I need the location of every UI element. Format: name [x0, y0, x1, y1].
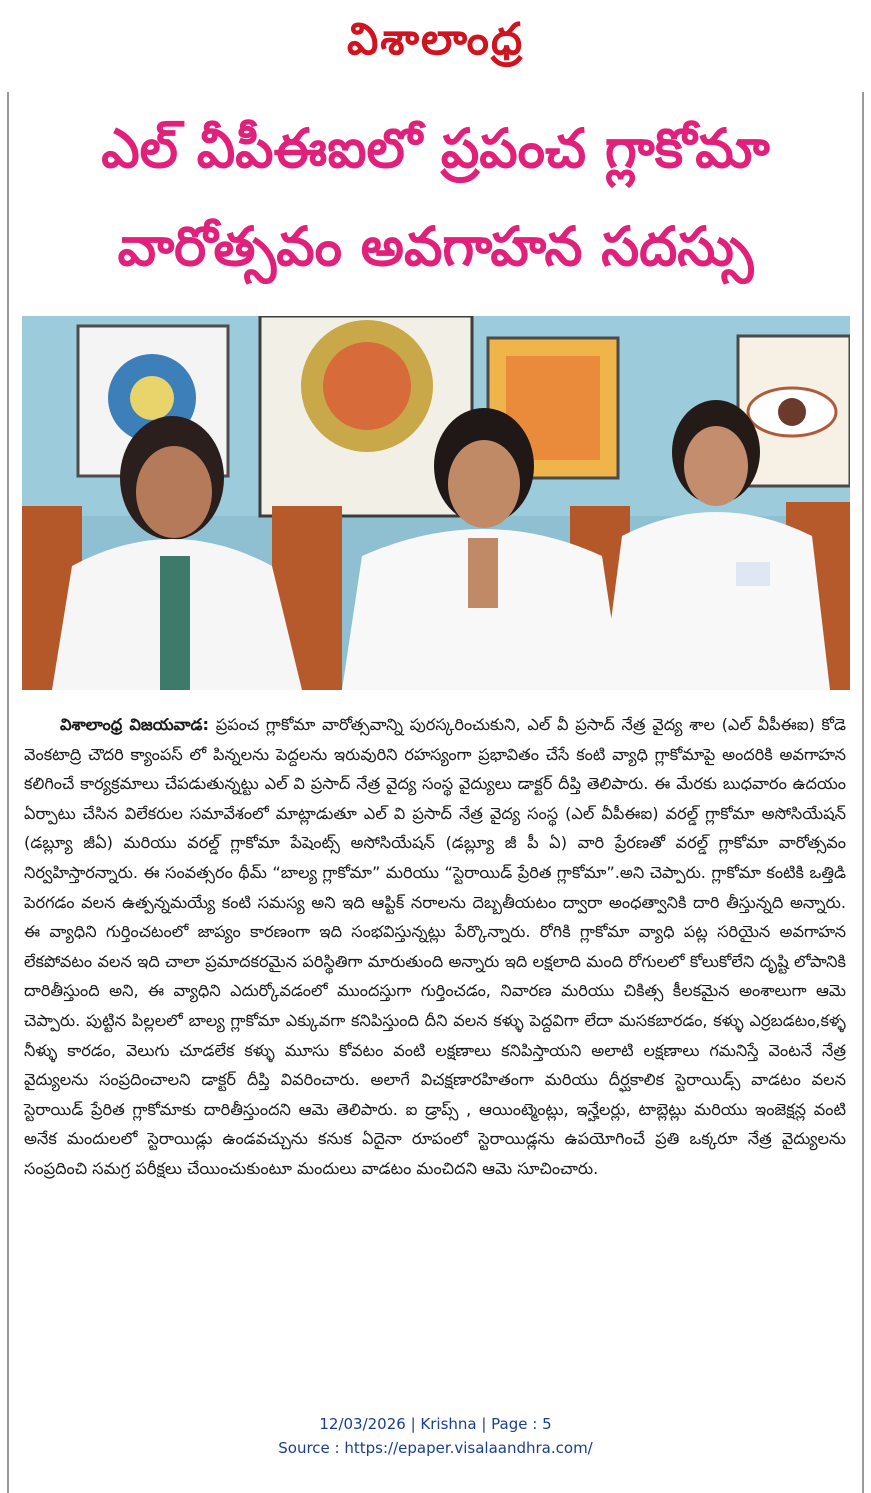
article-body — [24, 710, 846, 1184]
footer-source-link[interactable]: Source : https://epaper.visalaandhra.com/ — [278, 1439, 593, 1457]
footer-edition-info: 12/03/2026 | Krishna | Page : 5 — [319, 1415, 552, 1433]
page-footer — [0, 1412, 871, 1460]
article-photo — [22, 316, 850, 690]
masthead — [0, 0, 871, 80]
headline-line-1: ఎల్ వీపీఈఐలో ప్రపంచ గ్లాకోమా — [101, 117, 770, 180]
newspaper-logo: విశాలాంధ్ర — [346, 14, 525, 65]
article-headline — [20, 100, 851, 296]
article-dateline: విశాలాంధ్ర విజయవాడ: — [60, 715, 209, 734]
headline-line-2: వారోత్సవం అవగాహన సదస్సు — [117, 215, 754, 278]
article-body-text: ప్రపంచ గ్లాకోమా వారోత్సవాన్ని పురస్కరించుకుని, ఎల్ వీ ప్రసాద్ నేత్ర వైద్య శాల (ఎల్ వీపీఈఐ) కోడె వెంకటాద్రి చౌదరి క్యాంపస్ లో పిన్నలను పెద్దలను ఇరువురిని రహస్యంగా ప్రభావితం చేసే కంటి వ్యాధి గ్లాకోమాపై అందరికి అవగాహన కలిగించే కార్యక్రమాలు చేపడుతున్నట్టు ఎల్ వి ప్రసాద్ నేత్ర వైద్య సంస్థ వైద్యులు డాక్టర్ దీప్తి తెలిపారు. ఈ మేరకు బుధవారం ఉదయం ఏర్పాటు చేసిన విలేకరుల సమావేశంలో మాట్లాడుతూ ఎల్ వి ప్రసాద్ నేత్ర వైద్య సంస్థ (ఎల్ వీపీఈఐ) వరల్డ్ గ్లాకోమా అసోసియేషన్ (డబ్ల్యూ జీఏ) మరియు వరల్డ్ గ్లాకోమా పేషెంట్స్ అసోసియేషన్ (డబ్ల్యూ జీ పీ ఏ) వారి ప్రేరణతో వరల్డ్ గ్లాకోమా వారోత్సవం నిర్వహిస్తారన్నారు. ఈ సంవత్సరం థీమ్ “బాల్య గ్లాకోమా” మరియు “స్టెరాయిడ్ ప్రేరిత గ్లాకోమా”.అని చెప్పారు. గ్లాకోమా కంటికి ఒత్తిడి పెరగడం వలన ఉత్పన్నమయ్యే కంటి సమస్య అని ఇది ఆప్టిక్ నరాలను దెబ్బతీయటం ద్వారా అంధత్వానికి దారి తీస్తున్నది అన్నారు. ఈ వ్యాధిని గుర్తించటంలో జాప్యం కారణంగా ఇది సంభవిస్తున్నట్లు పేర్కొన్నారు. రోగికి గ్లాకోమా వ్యాధి పట్ల సరియైన అవగాహన లేకపోవటం వలన ఇది చాలా ప్రమాదకరమైన పరిస్థితిగా మారుతుంది అన్నారు ఇది లక్షలాది మంది రోగులలో కోలుకోలేని దృష్టి లోపానికి దారితీస్తుంది అని, ఈ వ్యాధిని ఎదుర్కోవడంలో ముందస్తుగా గుర్తించడం, నివారణ మరియు చికిత్స కీలకమైన అంశాలుగా ఆమె చెప్పారు. పుట్టిన పిల్లలలో బాల్య గ్లాకోమా ఎక్కువగా కనిపిస్తుంది దీని వలన కళ్ళు పెద్దవిగా లేదా మసకబారడం, కళ్ళు ఎర్రబడటం,కళ్ళ నీళ్ళు కారడం, వెలుగు చూడలేక కళ్ళు మూసు కోవటం వంటి లక్షణాలు కనిపిస్తాయని అలాటి లక్షణాలు గమనిస్తే వెంటనే నేత్ర వైద్యులను సంప్రదించాలని డాక్టర్ దీప్తి వివరించారు. అలాగే విచక్షణారహితంగా మరియు దీర్ఘకాలిక స్టెరాయిడ్స్ వాడటం వలన స్టెరాయిడ్ ప్రేరిత గ్లాకోమాకు దారితీస్తుందని ఆమె తెలిపారు. ఐ డ్రాప్స్ , ఆయింట్మెంట్లు, ఇన్హేలర్లు, టాబ్లెట్లు మరియు ఇంజెక్షన్ల వంటి అనేక మందులలో స్టెరాయిడ్లు ఉండవచ్చును కనుక ఏదైనా రూపంలో స్టెరాయిడ్లను ఉపయోగించే ప్రతి ఒక్కరూ నేత్ర వైద్యులను సంప్రదించి సమగ్ర పరీక్షలు చేయించుకుంటూ మందులు వాడటం మంచిదని ఆమె సూచించారు. — [24, 715, 846, 1178]
article-photo-illustration — [22, 316, 850, 690]
